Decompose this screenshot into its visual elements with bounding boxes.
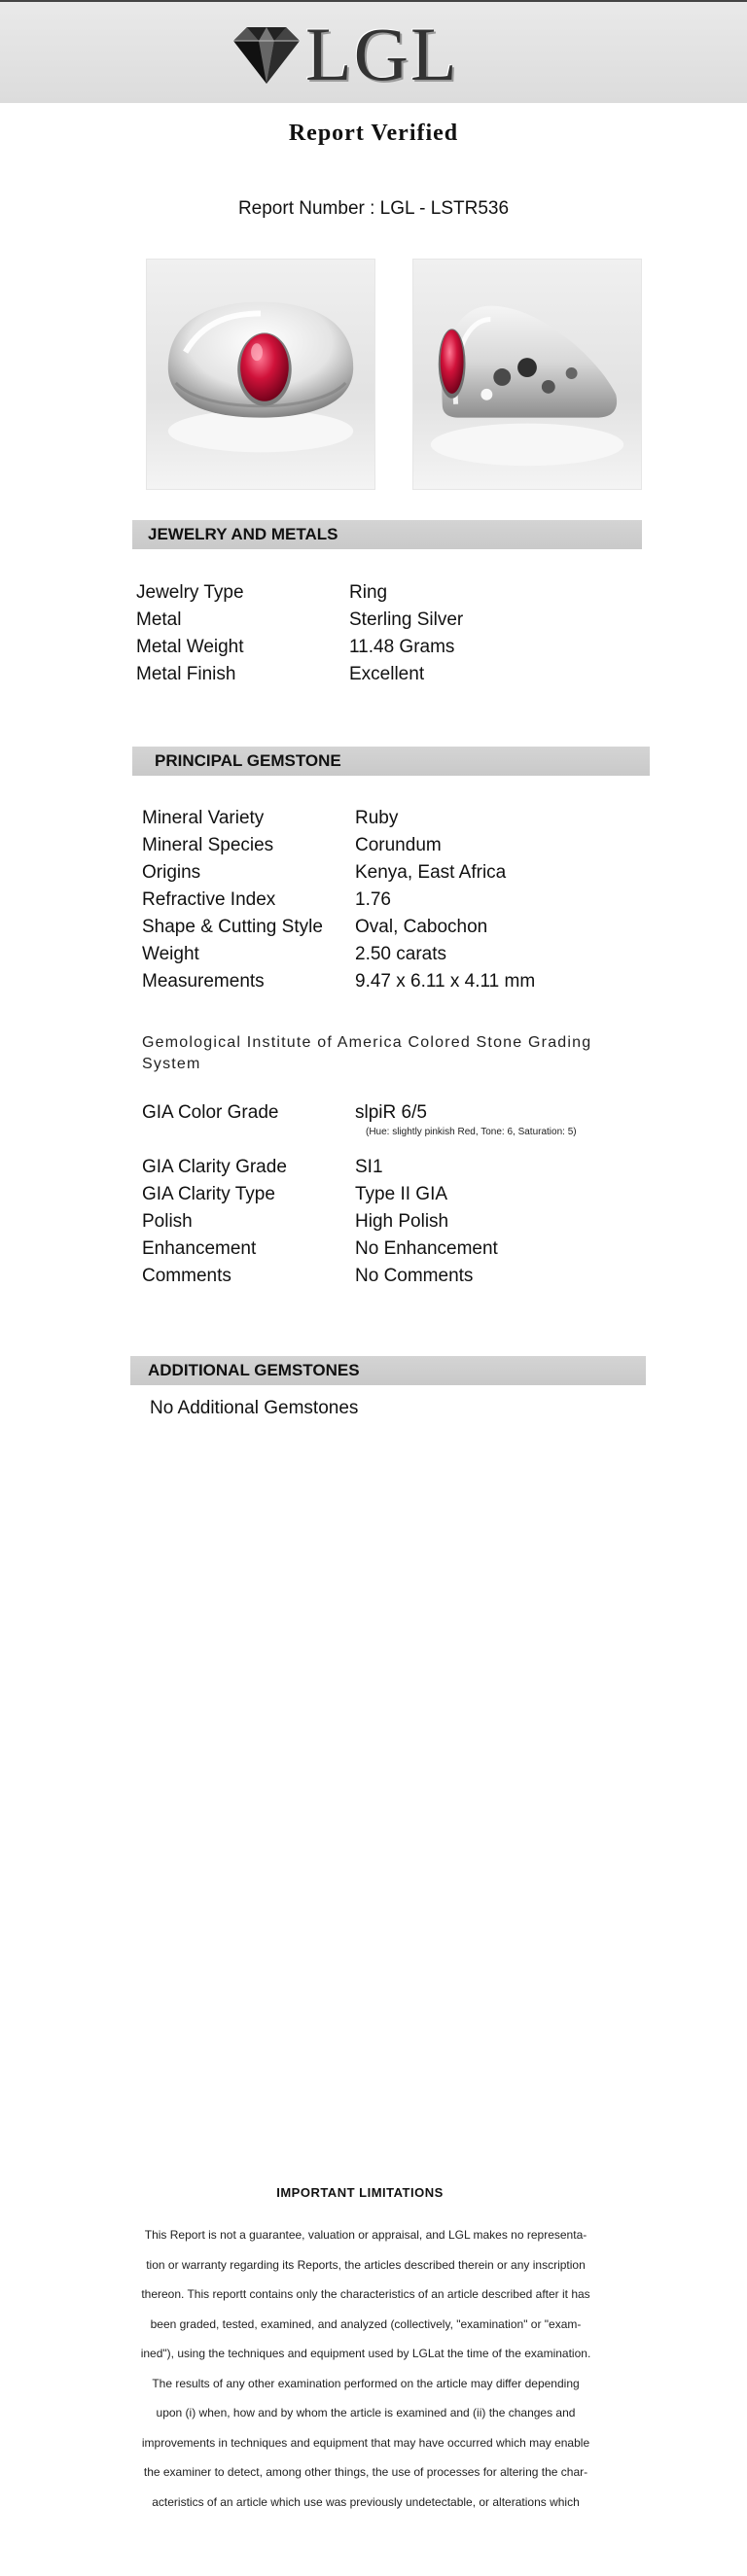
row-label: Polish — [142, 1211, 193, 1232]
row-label: Weight — [142, 944, 199, 964]
row-label: Origins — [142, 862, 201, 883]
row-label: Mineral Variety — [142, 808, 265, 828]
row-label: Measurements — [142, 971, 265, 992]
ring-front-image — [147, 260, 374, 489]
ring-front-photo — [146, 259, 375, 490]
row-value: Excellent — [349, 664, 425, 684]
principal-section-heading: PRINCIPAL GEMSTONE — [132, 747, 650, 776]
row-label: Enhancement — [142, 1238, 257, 1259]
row-label: Shape & Cutting Style — [142, 917, 323, 937]
limitations-line: ined"), using the techniques and equipment used by LGLat the time of the examination. — [140, 2347, 591, 2360]
ring-side-image — [413, 260, 641, 489]
hue-note: (Hue: slightly pinkish Red, Tone: 6, Saturation: 5) — [366, 1127, 577, 1137]
ring-side-photo — [412, 259, 642, 490]
row-label: Metal — [136, 609, 182, 630]
limitations-line: upon (i) when, how and by whom the article is examined and (ii) the changes and — [156, 2406, 576, 2419]
lgl-logo — [230, 12, 482, 96]
limitations-line: the examiner to detect, among other things, the use of processes for altering the char- — [143, 2465, 588, 2479]
row-value: High Polish — [355, 1211, 449, 1232]
row-value: Ruby — [355, 808, 399, 828]
row-value: 2.50 carats — [355, 944, 446, 964]
row-label: Jewelry Type — [136, 582, 244, 603]
limitations-line: thereon. This reportt contains only the characteristics of an article described after it has — [141, 2287, 590, 2301]
diamond-icon — [230, 23, 303, 86]
row-value: Oval, Cabochon — [355, 917, 488, 937]
limitations-line: improvements in techniques and equipment that may have occurred which may enable — [141, 2435, 590, 2450]
row-label: GIA Color Grade — [142, 1102, 279, 1123]
row-label: Metal Finish — [136, 664, 236, 684]
row-value: No Comments — [355, 1266, 474, 1286]
no-additional-gemstones: No Additional Gemstones — [150, 1398, 359, 1418]
limitations-line: acteristics of an article which use was previously undetectable, or alterations which — [152, 2494, 580, 2509]
row-label: GIA Clarity Type — [142, 1184, 275, 1204]
row-value: No Enhancement — [355, 1238, 498, 1259]
row-label: GIA Clarity Grade — [142, 1157, 287, 1177]
jewelry-section-heading: JEWELRY AND METALS — [132, 520, 642, 549]
row-value: 1.76 — [355, 889, 391, 910]
row-label: Metal Weight — [136, 637, 244, 657]
row-value: Ring — [349, 582, 388, 603]
row-label: Comments — [142, 1266, 231, 1286]
limitations-line: This Report is not a guarantee, valuation or appraisal, and LGL makes no representa- — [144, 2228, 587, 2242]
limitations-body — [103, 2220, 628, 2517]
limitations-line: The results of any other examination performed on the article may differ depending — [152, 2376, 580, 2390]
row-value: Sterling Silver — [349, 609, 464, 630]
row-value: 9.47 x 6.11 x 4.11 mm — [355, 971, 536, 992]
row-value: Type II GIA — [355, 1184, 448, 1204]
additional-section-heading: ADDITIONAL GEMSTONES — [130, 1356, 646, 1385]
row-label: Refractive Index — [142, 889, 276, 910]
row-value: 11.48 Grams — [349, 637, 455, 657]
row-label: Mineral Species — [142, 835, 274, 855]
limitations-heading: IMPORTANT LIMITATIONS — [276, 2185, 444, 2200]
logo-text: LGL — [305, 12, 459, 96]
report-number: Report Number : LGL - LSTR536 — [237, 198, 510, 219]
limitations-line: tion or warranty regarding its Reports, the articles described therein or any inscription — [146, 2257, 586, 2272]
page-title: Report Verified — [288, 121, 459, 146]
row-value: SI1 — [355, 1157, 383, 1177]
header-band — [0, 0, 747, 103]
row-value: Kenya, East Africa — [355, 862, 507, 883]
limitations-line: been graded, tested, examined, and analyzed (collectively, "examination" or "exam- — [150, 2316, 582, 2331]
gia-grading-heading: Gemological Institute of America Colored Stone Grading System — [142, 1034, 592, 1072]
row-value: Corundum — [355, 835, 442, 855]
row-value: slpiR 6/5 — [355, 1102, 427, 1123]
